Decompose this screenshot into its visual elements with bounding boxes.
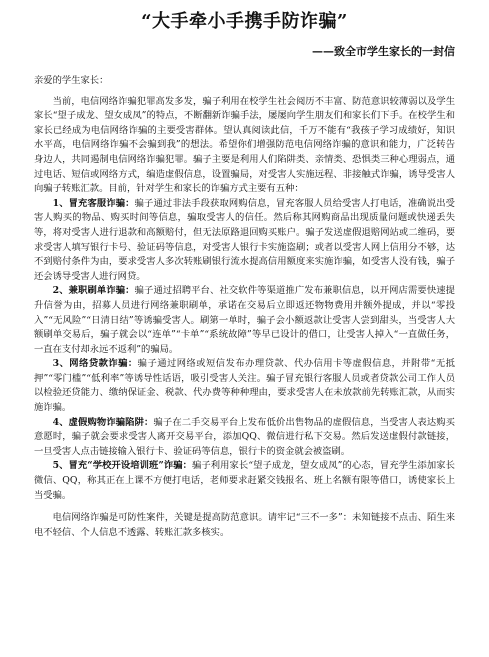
greeting: 亲爱的学生家长： — [34, 75, 109, 86]
fraud-type-item-2 — [34, 284, 455, 357]
letter-title: “大手牵小手携手防诈骗” — [141, 11, 348, 32]
fraud-type-text: 骗子在二手交易平台上发布低价出售物品的虚假信息，当受害人表达购买意愿时，骗子就会要求受害人离开交易平台，添加QQ、微信进行私下交易。然后发送虚假付款链接，一旦受害人点击链接输入银行卡、验证码等信息，银行卡的资金就会被盗刷。 — [34, 416, 455, 457]
closing-paragraph: 电信网络诈骗是可防性案件，关键是提高防范意识。请牢记“三不一多”：未知链接不点击、陌生来电不轻信、个人信息不透露、转账汇款多核实。 — [34, 512, 455, 538]
fraud-type-text: 骗子通过网络或短信发布办理贷款、代办信用卡等虚假信息，并附带“无抵押”“零门槛”“低利率”等诱导性话语，吸引受害人关注。骗子冒充银行客服人员或者贷款公司工作人员以检验还贷能力、缴纳保证金、税款、代办费等种种理由，要求受害人在未放款前先转账汇款，从而实施诈骗。 — [34, 358, 455, 414]
fraud-type-item-3 — [34, 357, 455, 415]
intro-paragraph: 当前，电信网络诈骗犯罪高发多发，骗子利用在校学生社会阅历不丰富、防范意识较薄弱以及学生家长“望子成龙、望女成凤”的特点，不断翻新诈骗手法，屡屡向学生朋友们和家长们下手。在校学生和家长已经成为电信网络诈骗的主要受害群体。望认真阅读此信，千万不能有“我孩子学习成绩好，知识水平高，电信网络诈骗不会骗到我”的想法。希望你们增强防范电信网络诈骗的意识和能力，广泛转告身边人，共同遏制电信网络诈骗犯罪。骗子主要是利用人们陷阱类、亲情类、恐惧类三种心理弱点，通过电话、短信或网络方式，编造虚假信息，设置骗局，对受害人实施远程、非接触式诈骗，诱导受害人向骗子转账汇款。目前，针对学生和家长的诈骗方式主要有五种： — [34, 95, 455, 195]
letter-subtitle: ——致全市学生家长的一封信 — [312, 45, 455, 58]
fraud-type-title: 1、冒充客服诈骗： — [52, 197, 135, 209]
fraud-type-title: 3、网络贷款诈骗： — [52, 358, 138, 370]
fraud-type-text: 骗子通过招聘平台、社交软件等渠道推广发布兼职信息，以开网店需要快速提升信誉为由，招募人员进行网络兼职刷单，承诺在交易后立即返还物物费用并额外提成，并以“零投入”“无风险”“日清日结”等诱骗受害人。刷第一单时，骗子会小额返款让受害人尝到甜头，当受害人大额刷单交易后，骗子就会以“连单”“卡单”“系统故障”等早已设计的借口，让受害人掉入“一直做任务，一直在支付却永远不返利”的骗局。 — [34, 285, 455, 355]
fraud-type-title: 4、虚假购物诈骗陷阱： — [52, 416, 154, 428]
fraud-type-text: 骗子通过非法手段获取网购信息，冒充客服人员给受害人打电话，准确说出受害人购买的物品、购买时间等信息，骗取受害人的信任。然后称其网购商品出现质量问题或快递丢失等，将对受害人进行退款和高额赔付，但无法原路退回购买账户。骗子发送虚假退赔网站或二维码，要求受害人填写银行卡号、验证码等信息，对受害人银行卡实施盗刷；或者以受害人网上信用分不够，达不到赔付条件为由，要求受害人多次转账刷银行流水提高信用额度来实施诈骗，如受害人没有钱，骗子还会诱导受害人进行网贷。 — [34, 197, 455, 282]
fraud-type-title: 5、冒充“学校开设培训班”诈骗： — [52, 460, 193, 472]
fraud-type-item-5 — [34, 459, 455, 503]
fraud-type-item-1 — [34, 197, 455, 285]
fraud-type-text: 骗子利用家长“望子成龙，望女成凤”的心态，冒充学生添加家长微信、QQ，称其正在上课不方便打电话，老师要求赶紧交钱报名、班上名额有限等借口，诱使家长上当受骗。 — [34, 460, 455, 501]
fraud-type-item-4 — [34, 416, 455, 460]
fraud-type-title: 2、兼职刷单诈骗： — [52, 285, 135, 297]
